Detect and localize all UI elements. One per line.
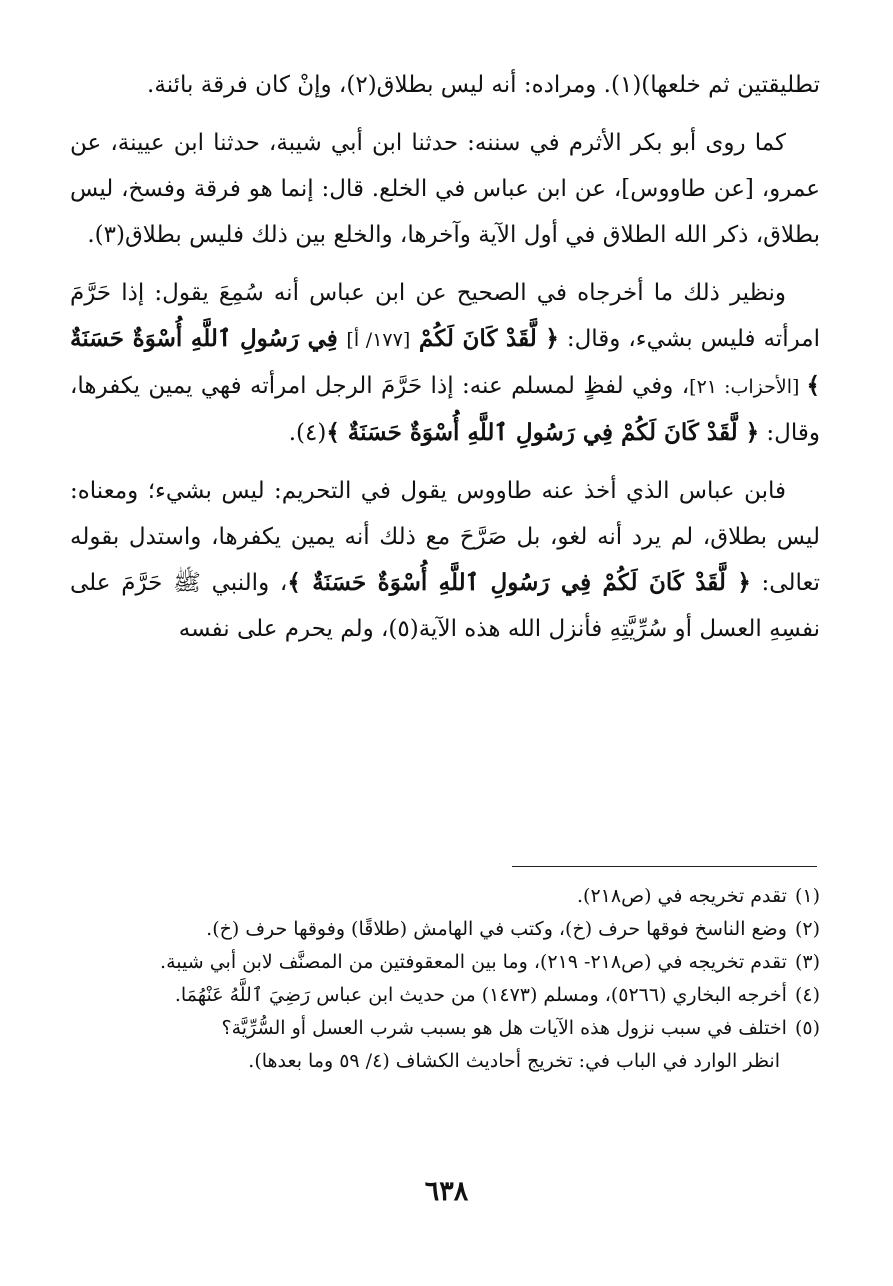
footnote-2 bbox=[70, 913, 820, 946]
footnote-text: وضع الناسخ فوقها حرف (خ)، وكتب في الهامش (طلاقًا) وفوقها حرف (خ). bbox=[206, 918, 787, 940]
quran-verse-1b: فِي رَسُولِ ٱللَّهِ أُسْوَةٌ حَسَنَةٌ ﴾ bbox=[70, 325, 821, 399]
paragraph-2-text: كما روى أبو بكر الأثرم في سننه: حدثنا ابن أبي شيبة، حدثنا ابن عيينة، عن عمرو، [عن طاووس]، عن ابن عباس في الخلع. قال: إنما هو فرقة وفسخ، ليس بطلاق، ذكر الله الطلاق في أول الآية وآخرها، والخلع بين ذلك فليس بطلاق(٣). bbox=[70, 130, 820, 248]
footnote-4 bbox=[70, 979, 820, 1012]
quran-verse-1a: ﴿ لَّقَدْ كَانَ لَكُمْ bbox=[410, 325, 559, 352]
paragraph-3-part-1: ونظير ذلك ما أخرجاه في الصحيح عن ابن عباس أنه سُمِعَ يقول: إذا حَرَّمَ امرأته فليس بشيء، وقال: bbox=[70, 280, 820, 352]
paragraph-3 bbox=[70, 270, 820, 456]
footnote-text: تقدم تخريجه في (ص٢١٨). bbox=[577, 885, 787, 907]
footnote-5 bbox=[70, 1012, 820, 1045]
paragraph-1 bbox=[70, 62, 820, 108]
quran-verse-3: ﴿ لَّقَدْ كَانَ لَكُمْ فِي رَسُولِ ٱللَّهِ أُسْوَةٌ حَسَنَةٌ ﴾ bbox=[287, 569, 751, 596]
footnote-number: (٢) bbox=[794, 918, 820, 940]
footnote-text: أخرجه البخاري (٥٢٦٦)، ومسلم (١٤٧٣) من حديث ابن عباس رَضِيَ ٱللَّهُ عَنْهُمَا. bbox=[174, 984, 787, 1006]
footnote-number: (٣) bbox=[794, 951, 820, 973]
paragraph-4-part-2: ، والنبي ﷺ حَرَّمَ على نفسِهِ العسل أو سُرِّيَّتِهِ فأنزل الله هذه الآية(٥)، ولم يحرم على نفسه bbox=[70, 570, 820, 642]
footnote-number: (٤) bbox=[794, 984, 820, 1006]
manuscript-folio-ref: [١٧٧/ أ] bbox=[346, 329, 411, 351]
paragraph-4 bbox=[70, 468, 820, 652]
paragraph-3-part-3: (٤). bbox=[288, 420, 327, 446]
paragraph-4-part-1: فابن عباس الذي أخذ عنه طاووس يقول في التحريم: ليس بشيء؛ ومعناه: ليس بطلاق، لم يرد أنه لغو، بل صَرَّحَ مع ذلك أنه يمين يكفرها، واستدل بقوله تعالى: bbox=[70, 478, 820, 596]
main-text bbox=[70, 62, 820, 664]
quran-verse-2: ﴿ لَّقَدْ كَانَ لَكُمْ فِي رَسُولِ ٱللَّهِ أُسْوَةٌ حَسَنَةٌ ﴾ bbox=[326, 419, 760, 446]
footnote-1 bbox=[70, 880, 820, 913]
surah-reference: [الأحزاب: ٢١] bbox=[689, 376, 807, 398]
footnote-number: (٥) bbox=[794, 1017, 820, 1039]
footnote-number: (١) bbox=[794, 885, 820, 907]
paragraph-1-text: تطليقتين ثم خلعها)(١). ومراده: أنه ليس بطلاق(٢)، وإنْ كان فرقة بائنة. bbox=[147, 72, 820, 98]
paragraph-3-part-2: ، وفي لفظٍ لمسلم عنه: إذا حَرَّمَ الرجل امرأته فهي يمين يكفرها، وقال: bbox=[70, 373, 820, 446]
footnote-text: تقدم تخريجه في (ص٢١٨- ٢١٩)، وما بين المعقوفتين من المصنَّف لابن أبي شيبة. bbox=[160, 951, 787, 973]
paragraph-2 bbox=[70, 120, 820, 258]
page-number: ٦٣٨ bbox=[424, 1176, 469, 1207]
footnote-text: اختلف في سبب نزول هذه الآيات هل هو بسبب شرب العسل أو السُّرِّيَّة؟ bbox=[221, 1017, 787, 1039]
footnotes bbox=[70, 880, 820, 1078]
footnote-separator bbox=[512, 866, 817, 867]
footnote-5-continuation: انظر الوارد في الباب في: تخريج أحاديث الكشاف (٤/ ٥٩ وما بعدها). bbox=[248, 1050, 780, 1072]
footnote-3 bbox=[70, 946, 820, 979]
